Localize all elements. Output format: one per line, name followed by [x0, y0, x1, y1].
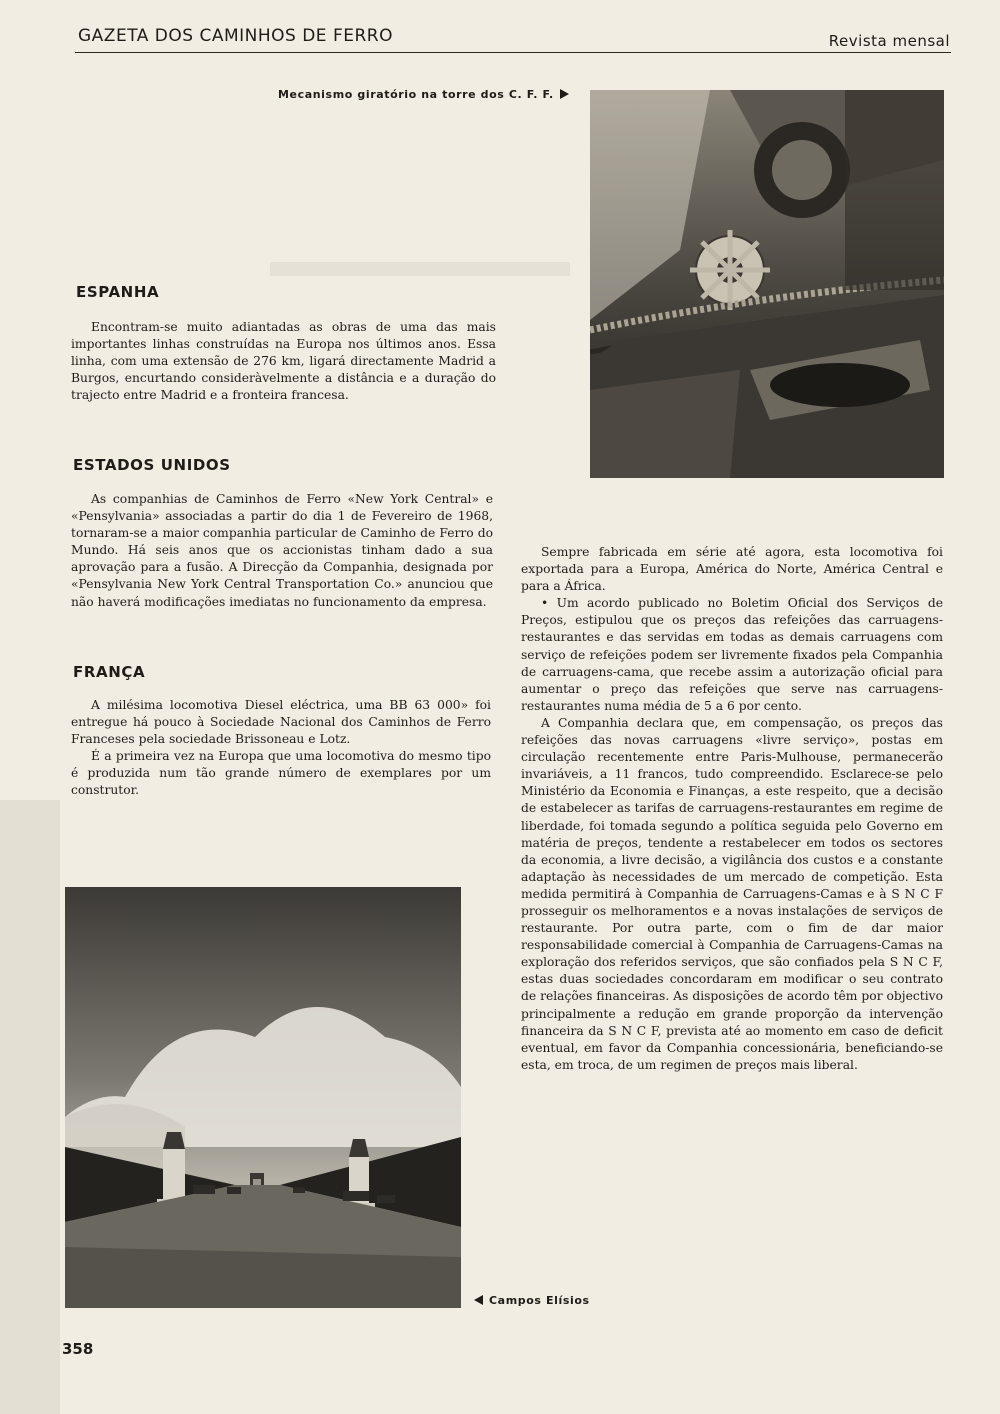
- paragraph: • Um acordo publicado no Boletim Oficial dos Serviços de Preços, estipulou que os preços das refeições das carruagens-restaurantes e das servidas em todas as demais carruagens com serviço de refeições podem ser livremente fixados pela Companhia de carruagens-cama, que recebe assim a autorização oficial para aumentar o preço das refeições que serve nas carruagens-restaurantes numa média de 5 a 6 por cento.: [521, 596, 943, 713]
- page-shadow: [0, 800, 60, 1414]
- page-number: 358: [62, 1340, 94, 1358]
- heading-espanha: ESPANHA: [76, 283, 160, 301]
- heading-franca: FRANÇA: [73, 663, 146, 681]
- campos-elisios-photo: [65, 887, 461, 1308]
- article-right-column: [521, 544, 943, 1074]
- mechanism-photo: [590, 90, 944, 478]
- caption-text: Campos Elísios: [489, 1294, 590, 1307]
- article-espanha: [71, 319, 496, 404]
- paragraph: É a primeira vez na Europa que uma locomotiva do mesmo tipo é produzida num tão grande número de exemplares por um construtor.: [71, 749, 491, 798]
- magazine-title: GAZETA DOS CAMINHOS DE FERRO: [78, 26, 393, 46]
- photo-caption-campos: [474, 1294, 590, 1307]
- paragraph: A milésima locomotiva Diesel eléctrica, uma BB 63 000» foi entregue há pouco à Sociedade Nacional dos Caminhos de Ferro Franceses pela sociedade Brissoneau e Lotz.: [71, 698, 491, 747]
- article-estados-unidos: [71, 491, 493, 611]
- caption-text: Mecanismo giratório na torre dos C. F. F.: [278, 88, 554, 101]
- paragraph: Sempre fabricada em série até agora, esta locomotiva foi exportada para a Europa, América do Norte, América Central e para a África.: [521, 545, 943, 594]
- paragraph: Encontram-se muito adiantadas as obras de uma das mais importantes linhas construídas na Europa nos últimos anos. Essa linha, com uma extensão de 276 km, ligará directamente Madrid a Burgos, encurtando consideràvelmente a distância e a duração do trajecto entre Madrid e a fronteira francesa.: [71, 320, 496, 403]
- magazine-subtitle: Revista mensal: [828, 32, 950, 50]
- header-rule: [75, 52, 951, 53]
- paragraph: A Companhia declara que, em compensação, os preços das refeições das novas carruagens «livre serviço», postas em circulação recentemente entre Paris-Mulhouse, permanecerão invariáveis, a 11 francos, tudo compreendido. Esclarece-se pelo Ministério da Economia e Finanças, a este respeito, que a decisão de estabelecer as tarifas de carruagens-restaurantes em regime de liberdade, foi tomada segundo a política seguida pelo Governo em matéria de preços, tendente a restabelecer em todos os sectores da economia, a livre decisão, a vigilância dos custos e a constante adaptação às necessidades de um mercado de competição. Esta medida permitirá à Companhia de Carruagens-Camas e à S N C F prosseguir os melhoramentos e a novas instalações de serviços de restaurante. Por outra parte, com o fim de dar maior responsabilidade comercial à Companhia de Carruagens-Camas na exploração dos referidos serviços, que são confiados pela S N C F, estas duas sociedades concordaram em modificar o seu contrato de relações financeiras. As disposições de acordo têm por objectivo principalmente a redução em grande proporção da intervenção financeira da S N C F, prevista até ao momento em caso de deficit eventual, em favor da Companhia concessionária, beneficiando-se esta, em troca, de um regimen de preços mais liberal.: [521, 715, 943, 1072]
- arrow-left-icon: [474, 1295, 483, 1305]
- heading-estados-unidos: ESTADOS UNIDOS: [73, 456, 231, 474]
- bleed-through-rule: [270, 262, 570, 276]
- photo-caption-mechanism: [278, 88, 569, 101]
- arrow-right-icon: [560, 89, 569, 99]
- paragraph: As companhias de Caminhos de Ferro «New York Central» e «Pensylvania» associadas a partir do dia 1 de Fevereiro de 1968, tornaram-se a maior companhia particular de Caminho de Ferro do Mundo. Há seis anos que os accionistas tinham dado a sua aprovação para a fusão. A Direcção da Companhia, designada por «Pensylvania New York Central Transportation Co.» anunciou que não haverá modificações imediatas no funcionamento da empresa.: [71, 492, 493, 609]
- article-franca: [71, 697, 491, 800]
